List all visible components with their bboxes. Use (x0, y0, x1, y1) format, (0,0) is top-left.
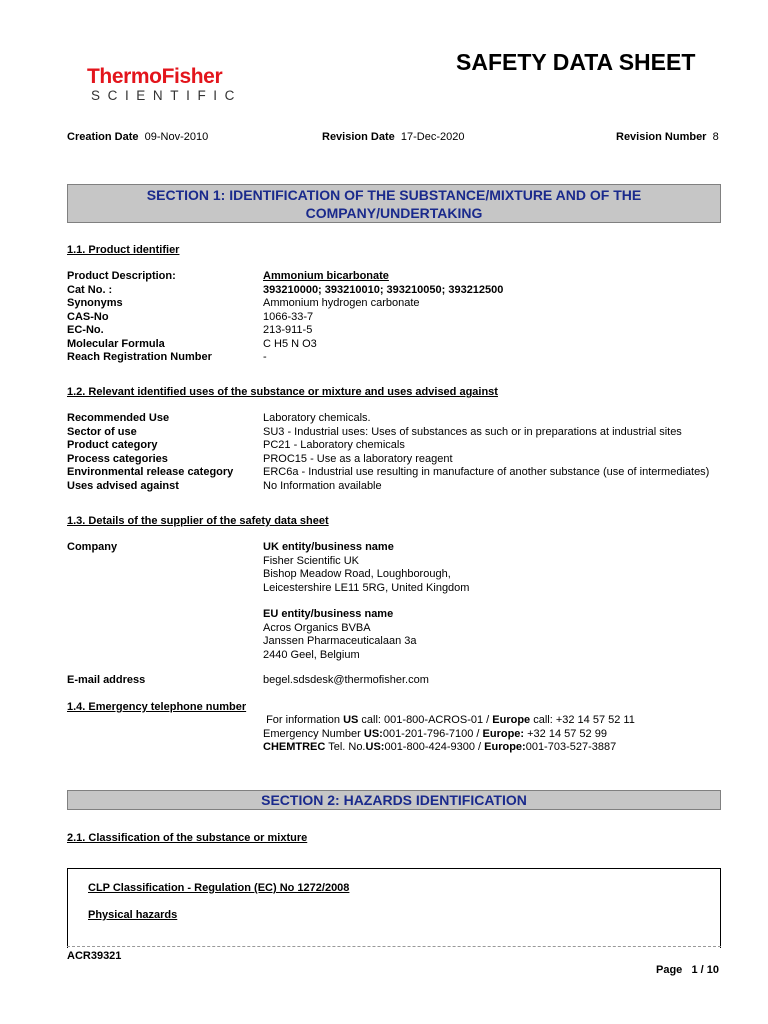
eu-entity-line: 2440 Geel, Belgium (263, 648, 360, 661)
creation-date-value: 09-Nov-2010 (144, 131, 209, 143)
emergency-region: CHEMTREC (263, 741, 326, 753)
subsection-2-1-title: 2.1. Classification of the substance or mixture (67, 832, 308, 844)
document-code: ACR39321 (67, 950, 122, 962)
uk-entity-line: Fisher Scientific UK (263, 554, 359, 567)
email-label: E-mail address (67, 674, 146, 686)
eu-entity-line: Acros Organics BVBA (263, 621, 371, 634)
creation-date (67, 131, 208, 143)
product-row-label: Product Description: (67, 270, 176, 282)
page-label: Page (656, 964, 683, 976)
emergency-text: Tel. No. (325, 741, 366, 753)
emergency-text: For information (266, 714, 344, 726)
section-1-title-line1: SECTION 1: IDENTIFICATION OF THE SUBSTANCE/MIXTURE AND OF THE (146, 187, 642, 203)
emergency-line-number (263, 728, 635, 742)
use-row-label: Uses advised against (67, 479, 179, 492)
emergency-text: 001-201-796-7100 / (382, 727, 483, 740)
revision-number-label: Revision Number (616, 131, 707, 143)
product-row-label: Synonyms (67, 297, 123, 309)
subsection-1-1-title: 1.1. Product identifier (67, 244, 180, 256)
product-row-label: Reach Registration Number (67, 351, 212, 363)
section-1-header (67, 184, 721, 223)
product-row-value: 393210000; 393210010; 393210050; 393212500 (263, 283, 504, 296)
emergency-text: call: 001-800-ACROS-01 / (358, 714, 493, 726)
product-row-label: Cat No. : (67, 283, 113, 296)
use-row-value: PC21 - Laboratory chemicals (263, 439, 405, 451)
use-row-label: Sector of use (67, 425, 137, 438)
product-row-label: CAS-No (67, 310, 109, 323)
eu-entity-line: Janssen Pharmaceuticalaan 3a (263, 635, 417, 647)
uk-entity-line: Leicestershire LE11 5RG, United Kingdom (263, 581, 470, 594)
emergency-text: Emergency Number (263, 727, 364, 740)
email-value[interactable]: begel.sdsdesk@thermofisher.com (263, 674, 429, 686)
revision-number (616, 131, 719, 143)
emergency-region: Europe: (482, 727, 525, 740)
product-row-value: 1066-33-7 (263, 310, 314, 323)
emergency-region: US: (365, 741, 385, 753)
revision-date-value: 17-Dec-2020 (400, 131, 465, 143)
emergency-region: Europe (492, 714, 531, 726)
eu-entity-heading: EU entity/business name (263, 608, 394, 620)
emergency-region: US: (363, 727, 383, 740)
uk-entity-heading: UK entity/business name (263, 541, 394, 553)
page-indicator (656, 964, 719, 976)
emergency-phone-block (263, 714, 635, 755)
product-row-label: EC-No. (67, 324, 104, 336)
emergency-text: +32 14 57 52 99 (524, 727, 607, 740)
clp-heading: CLP Classification - Regulation (EC) No 1272/2008 (88, 882, 350, 894)
footer-divider (67, 946, 721, 947)
thermofisher-logo-wordmark: ThermoFisher (87, 65, 223, 88)
product-row-label: Molecular Formula (67, 337, 165, 350)
emergency-region: US (343, 714, 359, 726)
company-label: Company (67, 541, 118, 553)
use-row-value: Laboratory chemicals. (263, 412, 371, 424)
uk-entity-line: Bishop Meadow Road, Loughborough, (263, 568, 451, 580)
creation-date-label: Creation Date (67, 131, 139, 143)
use-row-label: Process categories (67, 452, 168, 465)
use-row-value: PROC15 - Use as a laboratory reagent (263, 452, 453, 465)
use-row-value: No Information available (263, 479, 382, 492)
subsection-1-3-title: 1.3. Details of the supplier of the safety data sheet (67, 515, 329, 527)
emergency-region: Europe: (484, 741, 526, 753)
revision-date-label: Revision Date (322, 131, 395, 143)
emergency-text: 001-800-424-9300 / (384, 741, 485, 753)
section-1-title-line2: COMPANY/UNDERTAKING (305, 205, 483, 221)
product-row-value: Ammonium bicarbonate (263, 270, 389, 282)
emergency-text: 001-703-527-3887 (525, 741, 617, 753)
use-row-value: ERC6a - Industrial use resulting in manufacture of another substance (use of intermediates) (263, 466, 710, 478)
revision-number-value: 8 (712, 131, 719, 143)
clp-classification-box (67, 868, 721, 948)
eu-entity-block (263, 608, 416, 662)
use-row-label: Environmental release category (67, 466, 234, 478)
uk-entity-block (263, 541, 469, 595)
thermofisher-logo-scientific: SCIENTIFIC (91, 88, 243, 103)
subsection-1-2-title: 1.2. Relevant identified uses of the substance or mixture and uses advised against (67, 386, 498, 398)
section-2-header (67, 790, 721, 810)
revision-date (322, 131, 464, 143)
emergency-text: call: +32 14 57 52 11 (530, 714, 635, 726)
product-row-value: Ammonium hydrogen carbonate (263, 297, 420, 309)
page-number: 1 / 10 (691, 964, 719, 976)
section-2-title: SECTION 2: HAZARDS IDENTIFICATION (261, 792, 527, 808)
emergency-line-chemtrec (263, 741, 635, 755)
product-row-value: C H5 N O3 (263, 337, 317, 350)
subsection-1-4-title: 1.4. Emergency telephone number (67, 701, 247, 713)
use-row-label: Product category (67, 439, 158, 451)
emergency-line-info (263, 714, 635, 728)
physical-hazards-heading: Physical hazards (88, 909, 178, 921)
use-row-value: SU3 - Industrial uses: Uses of substances as such or in preparations at industrial sites (263, 425, 682, 438)
product-row-value: 213-911-5 (263, 324, 313, 336)
use-row-label: Recommended Use (67, 412, 170, 424)
product-row-value: - (263, 351, 267, 363)
document-title: SAFETY DATA SHEET (456, 49, 696, 75)
